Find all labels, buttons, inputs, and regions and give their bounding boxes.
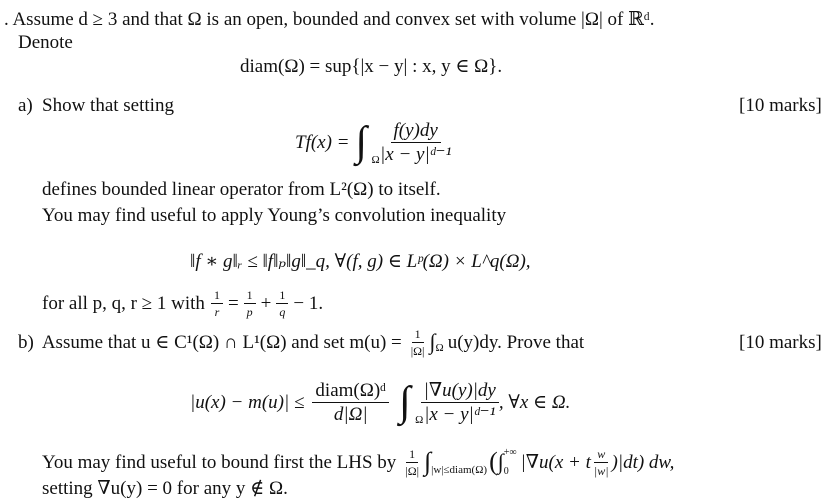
upper-limit: +∞ bbox=[503, 447, 517, 458]
part-b-text: Assume that u ∈ C¹(Ω) ∩ L¹(Ω) and set m(u) = bbox=[41, 331, 402, 353]
hint-inner-text: |∇u(x + t bbox=[520, 451, 591, 473]
gradient-denominator: |x − y|ᵈ⁻¹ bbox=[424, 403, 496, 425]
fraction-one-over-q bbox=[276, 289, 288, 318]
gradient-fraction bbox=[421, 381, 499, 424]
gradient-numerator: |∇u(y)|dy bbox=[421, 381, 499, 403]
mean-integral-sign: ∫ bbox=[429, 329, 436, 354]
inequality-tail: , ∀x ∈ Ω. bbox=[498, 391, 571, 413]
young-inequality: ‖f ∗ g‖ᵣ ≤ ‖f‖ₚ‖g‖_q, ∀(f, g) ∈ Lᵖ(Ω) × L^q(Ω), bbox=[190, 251, 531, 272]
hint-inner-limits bbox=[504, 447, 517, 477]
operator-lhs: Tf(x) = bbox=[295, 131, 350, 153]
fraction-numerator: 1 bbox=[244, 289, 256, 304]
part-b-hint-prefix: You may find useful to bound first the LHS by bbox=[42, 451, 397, 473]
fraction-denominator: q bbox=[279, 304, 286, 319]
inequality-lhs: |u(x) − m(u)| ≤ bbox=[190, 391, 305, 413]
fraction-numerator: 1 bbox=[211, 289, 223, 304]
integral-sign: ∫ Ω bbox=[399, 379, 424, 426]
fraction-one-over-r bbox=[211, 289, 223, 318]
lower-limit: 0 bbox=[503, 466, 509, 477]
part-b-hint bbox=[42, 446, 674, 478]
young-condition bbox=[42, 287, 324, 319]
operator-definition bbox=[295, 118, 454, 166]
fraction-denominator: |Ω| bbox=[410, 343, 425, 358]
hint-inner-integral: ∫ bbox=[497, 449, 504, 474]
fraction-numerator: 1 bbox=[406, 448, 418, 463]
integral-sign: ∫ Ω bbox=[355, 119, 380, 166]
mean-fraction bbox=[408, 328, 428, 357]
hint-outer-domain: |w|≤diam(Ω) bbox=[431, 463, 488, 476]
integrand-denominator: |x − y|ᵈ⁻¹ bbox=[380, 143, 452, 165]
hint-fraction bbox=[402, 448, 422, 477]
intro-line-1: . Assume d ≥ 3 and that Ω is an open, bounded and convex set with volume |Ω| of ℝᵈ. bbox=[4, 9, 655, 30]
main-inequality bbox=[190, 376, 570, 428]
mean-integral-text: u(y)dy. Prove that bbox=[447, 331, 585, 353]
fraction-numerator: 1 bbox=[276, 289, 288, 304]
left-paren: ( bbox=[489, 447, 498, 476]
equals-sign: = bbox=[227, 292, 239, 314]
fraction-numerator: w bbox=[594, 448, 608, 463]
hint-tail: )|dt) dw, bbox=[611, 451, 675, 473]
diam-definition: diam(Ω) = sup{|x − y| : x, y ∈ Ω}. bbox=[240, 56, 503, 77]
w-fraction bbox=[591, 448, 612, 477]
fraction-denominator: |Ω| bbox=[405, 463, 420, 478]
hint-outer-integral: ∫ bbox=[424, 447, 432, 476]
integrand-fraction bbox=[377, 121, 454, 164]
plus-sign: + bbox=[260, 292, 272, 314]
diam-numerator: diam(Ω)ᵈ bbox=[312, 381, 389, 403]
mean-integral-domain: Ω bbox=[435, 341, 444, 354]
minus-one: − 1. bbox=[293, 292, 324, 314]
intro-line-2: Denote bbox=[18, 32, 73, 53]
young-condition-prefix: for all p, q, r ≥ 1 with bbox=[42, 292, 205, 314]
part-b-label: b) bbox=[18, 331, 34, 353]
integral-domain: Ω bbox=[371, 154, 380, 166]
fraction-denominator: |w| bbox=[593, 463, 609, 478]
diam-fraction bbox=[312, 381, 389, 424]
part-b-statement bbox=[18, 328, 584, 356]
fraction-denominator: r bbox=[214, 304, 220, 319]
integral-domain: Ω bbox=[415, 414, 424, 426]
diam-denominator: d|Ω| bbox=[333, 403, 368, 425]
part-a-label: a) bbox=[18, 95, 33, 116]
fraction-one-over-p bbox=[244, 289, 256, 318]
part-a-marks: [10 marks] bbox=[739, 95, 822, 116]
part-a-defines: defines bounded linear operator from L²(Ω) to itself. bbox=[42, 179, 441, 200]
part-b-marks: [10 marks] bbox=[739, 332, 822, 353]
part-b-last-line: setting ∇u(y) = 0 for any y ∉ Ω. bbox=[42, 478, 288, 499]
part-a-hint: You may find useful to apply Young’s convolution inequality bbox=[42, 205, 507, 226]
integrand-numerator: f(y)dy bbox=[391, 121, 441, 143]
fraction-denominator: p bbox=[246, 304, 253, 319]
fraction-numerator: 1 bbox=[412, 328, 424, 343]
part-a-text: Show that setting bbox=[42, 95, 174, 116]
